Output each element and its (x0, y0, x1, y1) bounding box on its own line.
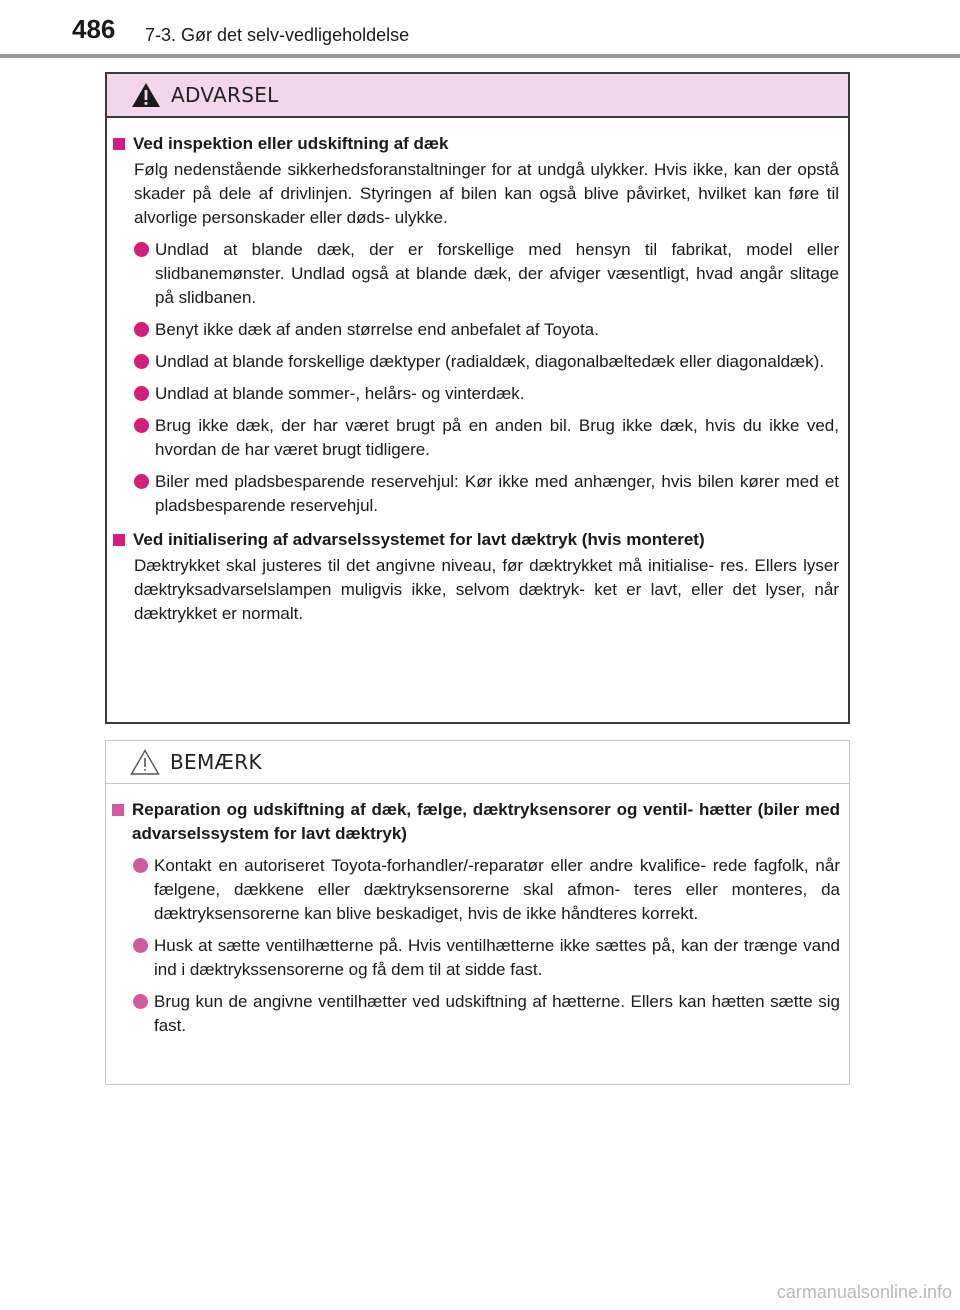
notice-box-body (106, 784, 849, 1038)
round-bullet-icon (133, 858, 148, 873)
section-heading-text: Ved inspektion eller udskiftning af dæk (133, 134, 449, 153)
warning-box-title: ADVARSEL (171, 83, 279, 107)
list-item (133, 990, 840, 1038)
watermark: carmanualsonline.info (776, 1282, 952, 1302)
notice-box (105, 740, 850, 1085)
list-item-text: Husk at sætte ventilhætterne på. Hvis ventilhætterne ikke sættes på, kan der trænge vand ind i dæktrykssensorerne og få dem til at sidde fast. (154, 936, 840, 979)
section-heading (112, 798, 840, 846)
notice-box-header (106, 741, 849, 784)
list-item-text: Undlad at blande dæk, der er forskellige med hensyn til fabrikat, model eller slidbanemønster. Undlad også at blande dæk, der afviger væsentligt, hvad angår slitage på slidbanen. (155, 240, 839, 307)
round-bullet-icon (134, 354, 149, 369)
warning-triangle-icon (131, 81, 161, 109)
list-item (134, 318, 839, 342)
list-item-text: Brug ikke dæk, der har været brugt på en anden bil. Brug ikke dæk, hvis du ikke ved, hvordan de har været brugt tidligere. (155, 416, 839, 459)
notice-box-title: BEMÆRK (170, 750, 262, 774)
list-item (134, 350, 839, 374)
round-bullet-icon (134, 242, 149, 257)
round-bullet-icon (133, 994, 148, 1009)
section-heading-text: Ved initialisering af advarselssystemet for lavt dæktryk (hvis monteret) (133, 530, 705, 549)
list-item (133, 854, 840, 926)
list-item-text: Brug kun de angivne ventilhætter ved udskiftning af hætterne. Ellers kan hætten sætte sig fast. (154, 992, 840, 1035)
section-intro: Følg nedenstående sikkerhedsforanstaltninger for at undgå ulykker. Hvis ikke, kan der opstå skader på dele af drivlinjen. Styringen af bilen kan også blive påvirket, hvilket kan føre til alvorlige personskader eller døds- ulykke. (134, 160, 839, 227)
list-item-text: Kontakt en autoriseret Toyota-forhandler/-reparatør eller andre kvalifice- rede fagfolk, når fælgene, dækkene eller dæktryksensorerne skal afmon- teres eller monteres, da dæktryksensorerne kan blive beskadiget, hvis de ikke håndteres korrekt. (154, 856, 840, 923)
section-heading (113, 528, 839, 552)
list-item-text: Undlad at blande forskellige dæktyper (radialdæk, diagonalbæltedæk eller diagonaldæk). (155, 352, 825, 371)
section-intro: Dæktrykket skal justeres til det angivne niveau, før dæktrykket må initialise- res. Ellers lyser dæktryksadvarselslampen muligvis ikke, selvom dæktryk- ket er lavt, eller det lyser, når dæktrykket er normalt. (134, 556, 839, 623)
round-bullet-icon (134, 418, 149, 433)
list-item (134, 414, 839, 462)
round-bullet-icon (134, 322, 149, 337)
page-number: 486 (72, 14, 116, 44)
list-item (134, 470, 839, 518)
list-item (134, 382, 839, 406)
list-item-text: Benyt ikke dæk af anden størrelse end anbefalet af Toyota. (155, 320, 599, 339)
list-item-text: Biler med pladsbesparende reservehjul: Kør ikke med anhænger, hvis bilen kører med et pladsbesparende reservehjul. (155, 472, 839, 515)
section-title: 7-3. Gør det selv-vedligeholdelse (145, 25, 410, 45)
round-bullet-icon (134, 386, 149, 401)
warning-box (105, 72, 850, 724)
round-bullet-icon (133, 938, 148, 953)
header-rule (0, 54, 960, 58)
list-item-text: Undlad at blande sommer-, helårs- og vinterdæk. (155, 384, 525, 403)
round-bullet-icon (134, 474, 149, 489)
square-bullet-icon (113, 534, 125, 546)
section-heading (113, 132, 839, 156)
warning-box-body (107, 118, 848, 626)
warning-box-header (107, 74, 848, 118)
caution-triangle-icon (130, 748, 160, 776)
square-bullet-icon (113, 138, 125, 150)
square-bullet-icon (112, 804, 124, 816)
list-item (134, 238, 839, 310)
section-heading-text: Reparation og udskiftning af dæk, fælge, dæktryksensorer og ventil- hætter (biler med advarselssystem for lavt dæktryk) (132, 800, 840, 843)
list-item (133, 934, 840, 982)
